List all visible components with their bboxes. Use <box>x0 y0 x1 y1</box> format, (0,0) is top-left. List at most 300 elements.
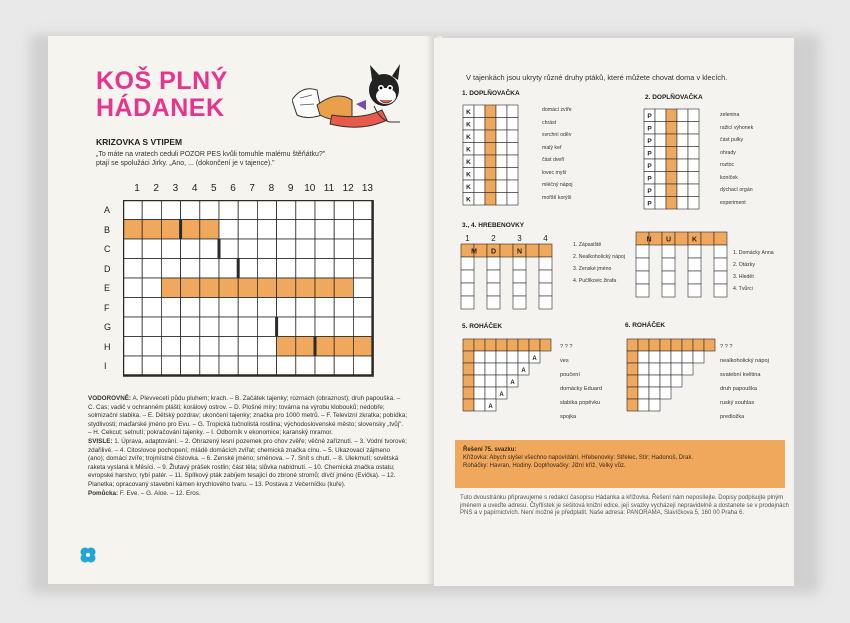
grid-cell <box>257 200 276 220</box>
grid-cell <box>474 155 485 168</box>
grid-cell <box>496 363 507 375</box>
grid-cell <box>485 387 496 399</box>
cell-letter: P <box>647 163 652 170</box>
column-number: 7 <box>249 183 255 194</box>
answers-box <box>455 440 785 488</box>
grid-cell <box>649 339 660 351</box>
clue-label: 1. Domácky Anna <box>733 250 774 256</box>
grid-cell <box>662 245 675 258</box>
grid-cell <box>123 200 142 220</box>
grid-cell <box>161 239 180 259</box>
grid-cell <box>474 130 485 143</box>
grid-cell <box>655 134 666 147</box>
clue-label: 2. Nealkoholický nápoj <box>573 254 625 260</box>
grid-cell <box>296 317 315 337</box>
grid-cell <box>296 298 315 318</box>
column-number: 2 <box>491 234 496 243</box>
row-letter: B <box>104 224 111 235</box>
clue-label: poučení <box>560 372 580 378</box>
column-number: 11 <box>323 183 335 194</box>
grid-cell <box>677 197 688 210</box>
clues-across: A. Plevvecetí půdu pluhem; krach. – B. Začátek tajenky; rozmach (obraznost); druh papouška. – C. Cas; vadič v ochranném plášti; korálový ostrov. – D. Plošné míry; továrna na výrobu klobouků; nedobře; solmizační slabika. – E. Dětský pozdrav; ukončení tajenky; značka pro 1000 metrů. – F. Televizní zkratka; pobídka; stydlivosti; maďarské jméno pro Evu. – G. Tropická tučnolistá rostlina; východoslovenské město; slovensky „tvůj". – H. Cekcut; setnutí; pokračování tajenky. – I. Odborník v ekonomice; karanský mramor. <box>88 395 408 437</box>
grid-cell <box>277 337 296 357</box>
grid-cell <box>655 159 666 172</box>
grid-cell <box>219 259 238 279</box>
grid-cell <box>334 220 353 240</box>
clue-label: ražicí výhonek <box>720 124 754 131</box>
grid-cell <box>655 184 666 197</box>
grid-cell <box>334 298 353 318</box>
column-number: 3 <box>517 234 522 243</box>
grid-cell <box>123 337 142 357</box>
grid-cell <box>474 180 485 193</box>
grid-cell <box>655 172 666 185</box>
grid-cell <box>315 259 334 279</box>
cell-letter: P <box>647 188 652 195</box>
cell-letter: K <box>466 184 471 191</box>
cell-letter: K <box>691 236 698 244</box>
grid-cell <box>474 118 485 131</box>
grid-cell <box>334 259 353 279</box>
grid-cell <box>507 339 518 351</box>
clue-label: ohrady <box>720 149 736 156</box>
clue-label: ves <box>560 358 569 364</box>
grid-cell <box>529 339 540 351</box>
grid-cell <box>353 278 372 298</box>
grid-cell <box>238 337 257 357</box>
grid-cell <box>219 200 238 220</box>
grid-cell <box>638 363 649 375</box>
cell-letter: K <box>466 146 471 154</box>
clue-label: mořští korýši <box>542 194 572 201</box>
grid-cell <box>161 278 180 298</box>
grid-cell <box>257 337 276 357</box>
grid-cell <box>277 356 296 376</box>
grid-cell <box>463 363 474 375</box>
grid-cell <box>219 317 238 337</box>
grid-cell <box>181 356 200 376</box>
clue-label: ? ? ? <box>560 344 573 350</box>
cell-letter: N <box>646 236 652 244</box>
clues-down-head: SVISLE: <box>88 437 113 445</box>
grid-cell <box>714 271 727 284</box>
clue-label: 2. Otázky <box>733 262 755 268</box>
grid-cell <box>660 339 671 351</box>
grid-cell <box>123 278 142 298</box>
cell-letter: K <box>466 134 471 141</box>
clue-label: část dveří <box>542 157 565 163</box>
row-letter: G <box>104 322 112 332</box>
row-letter: F <box>104 302 110 313</box>
clue-label: domácky Eduard <box>560 386 602 392</box>
grid-cell <box>688 284 701 297</box>
grid-cell <box>638 339 649 351</box>
grid-cell <box>487 283 500 296</box>
grid-cell <box>688 245 701 258</box>
grid-cell <box>238 317 257 337</box>
grid-cell <box>518 339 529 351</box>
grid-cell <box>627 399 638 411</box>
grid-cell <box>487 257 500 270</box>
grid-cell <box>296 220 315 240</box>
grid-cell <box>682 351 693 363</box>
grid-cell <box>485 168 496 181</box>
clues-across-head: VODOROVNĚ: <box>88 395 132 402</box>
column-number: 12 <box>342 183 354 194</box>
grid-cell <box>238 259 257 279</box>
grid-cell <box>181 220 200 240</box>
column-number: 4 <box>191 183 198 194</box>
grid-cell <box>682 363 693 375</box>
grid-cell <box>315 220 334 240</box>
grid-cell <box>496 193 507 206</box>
grid-cell <box>496 143 507 156</box>
grid-cell <box>655 122 666 135</box>
grid-cell <box>660 387 671 399</box>
grid-cell <box>257 317 276 337</box>
grid-cell <box>627 363 638 375</box>
grid-cell <box>315 239 334 259</box>
clue-label: ruský souhlas <box>720 400 755 406</box>
grid-cell <box>200 356 219 376</box>
grid-cell <box>539 257 552 270</box>
grid-cell <box>496 168 507 181</box>
grid-cell <box>507 168 518 181</box>
grid-cell <box>496 339 507 351</box>
page-title-line2: HÁDANEK <box>96 94 225 122</box>
clue-label: roztoc <box>720 162 735 168</box>
grid-cell <box>200 220 219 240</box>
grid-cell <box>142 298 161 318</box>
clue-label: 3. Hledět <box>733 274 754 280</box>
grid-cell <box>474 387 485 399</box>
grid-cell <box>662 258 675 271</box>
cell-letter: P <box>647 175 652 183</box>
puzzle1-grid <box>462 104 532 214</box>
grid-cell <box>123 317 142 337</box>
grid-cell <box>496 130 507 143</box>
grid-cell <box>677 122 688 135</box>
grid-cell <box>638 399 649 411</box>
grid-cell <box>181 337 200 357</box>
grid-cell <box>677 147 688 160</box>
puzzle3-grid <box>455 232 570 317</box>
grid-cell <box>181 200 200 220</box>
grid-cell <box>315 278 334 298</box>
column-number: 10 <box>304 183 316 194</box>
grid-cell <box>675 232 688 245</box>
grid-cell <box>161 298 180 318</box>
grid-cell <box>334 239 353 259</box>
grid-cell <box>474 363 485 375</box>
cell-letter: K <box>466 196 471 204</box>
grid-cell <box>353 298 372 318</box>
grid-cell <box>682 339 693 351</box>
grid-cell <box>636 271 649 284</box>
puzzle5-grid <box>462 338 557 428</box>
clue-label: lovec myší <box>542 169 567 176</box>
column-number: 13 <box>361 183 373 194</box>
grid-cell <box>219 337 238 357</box>
clue-label: druh papouška <box>720 386 758 392</box>
right-header: V tajenkách jsou ukryty různé druhy ptáků, které můžete chovat doma v klecích. <box>466 73 728 82</box>
grid-cell <box>219 278 238 298</box>
grid-cell <box>461 283 474 296</box>
grid-cell <box>257 239 276 259</box>
grid-cell <box>714 258 727 271</box>
grid-cell <box>485 351 496 363</box>
grid-cell <box>142 317 161 337</box>
cell-letter: A <box>521 368 526 374</box>
grid-cell <box>315 337 334 357</box>
puzzle2-grid <box>643 108 713 218</box>
grid-cell <box>638 375 649 387</box>
grid-cell <box>353 200 372 220</box>
grid-cell <box>513 270 526 283</box>
grid-cell <box>238 220 257 240</box>
grid-cell <box>485 193 496 206</box>
grid-cell <box>334 337 353 357</box>
grid-cell <box>277 278 296 298</box>
grid-cell <box>238 278 257 298</box>
grid-cell <box>649 351 660 363</box>
grid-cell <box>539 270 552 283</box>
grid-cell <box>693 351 704 363</box>
grid-cell <box>277 298 296 318</box>
grid-cell <box>513 296 526 309</box>
grid-cell <box>277 220 296 240</box>
grid-cell <box>666 197 677 210</box>
clue-label: část pulky <box>720 137 744 143</box>
grid-cell <box>655 197 666 210</box>
grid-cell <box>688 184 699 197</box>
grid-cell <box>461 296 474 309</box>
grid-cell <box>315 317 334 337</box>
grid-cell <box>257 220 276 240</box>
grid-cell <box>677 159 688 172</box>
grid-cell <box>485 339 496 351</box>
grid-cell <box>257 278 276 298</box>
cell-letter: P <box>647 138 652 145</box>
answers-title: Řešení 75. svazku: <box>463 447 517 453</box>
column-number: 6 <box>230 183 236 194</box>
column-number: 9 <box>287 183 294 194</box>
grid-cell <box>677 109 688 122</box>
puzzle4-grid <box>630 228 730 313</box>
grid-cell <box>485 155 496 168</box>
grid-cell <box>507 105 518 118</box>
grid-cell <box>496 375 507 387</box>
clue-label: svrchní oděv <box>542 132 572 138</box>
grid-cell <box>714 245 727 258</box>
grid-cell <box>638 351 649 363</box>
grid-cell <box>507 180 518 193</box>
grid-cell <box>662 284 675 297</box>
grid-cell <box>296 259 315 279</box>
puzzle2-title: 2. DOPLŇOVAČKA <box>645 94 703 101</box>
grid-cell <box>181 259 200 279</box>
column-number: 8 <box>268 183 275 194</box>
grid-cell <box>142 337 161 357</box>
grid-cell <box>161 200 180 220</box>
grid-cell <box>507 155 518 168</box>
grid-cell <box>677 184 688 197</box>
grid-cell <box>463 339 474 351</box>
crossword-grid <box>123 200 385 382</box>
grid-cell <box>485 363 496 375</box>
clue-label: 4. Pučlíkovic žirafa <box>573 278 617 284</box>
cell-letter: A <box>488 404 493 410</box>
clue-label: 4. Tvůrci <box>733 286 753 292</box>
clue-label: nealkoholický nápoj <box>720 358 769 364</box>
puzzle-intro-2: ptají se spolužáci Jirky. „Ano, ... (dokončení je v tajence)." <box>96 160 275 167</box>
grid-cell <box>496 105 507 118</box>
help-head: Pomůcka: <box>88 489 119 497</box>
grid-cell <box>539 296 552 309</box>
grid-cell <box>649 375 660 387</box>
grid-cell <box>474 143 485 156</box>
grid-cell <box>257 259 276 279</box>
grid-cell <box>277 259 296 279</box>
grid-cell <box>636 245 649 258</box>
grid-cell <box>649 387 660 399</box>
grid-cell <box>688 109 699 122</box>
clue-label: dýchací orgán <box>720 187 753 193</box>
clue-label: chrást <box>542 119 557 126</box>
grid-cell <box>474 399 485 411</box>
grid-cell <box>688 122 699 135</box>
clue-label: 1. Zápasiště <box>573 242 602 248</box>
grid-cell <box>688 147 699 160</box>
grid-cell <box>463 351 474 363</box>
grid-cell <box>161 259 180 279</box>
column-number: 5 <box>211 183 217 194</box>
column-number: 1 <box>134 183 140 194</box>
row-letter: A <box>104 205 111 215</box>
grid-cell <box>662 271 675 284</box>
grid-cell <box>161 317 180 337</box>
grid-cell <box>353 317 372 337</box>
cell-letter: P <box>647 150 652 158</box>
grid-cell <box>200 278 219 298</box>
grid-cell <box>315 200 334 220</box>
grid-cell <box>485 118 496 131</box>
grid-cell <box>701 232 714 245</box>
grid-cell <box>474 193 485 206</box>
cell-letter: N <box>516 248 523 256</box>
grid-cell <box>161 356 180 376</box>
grid-cell <box>671 375 682 387</box>
grid-cell <box>219 220 238 240</box>
grid-cell <box>463 375 474 387</box>
puzzle-title: KRIZOVKA S VTIPEM <box>96 137 183 147</box>
grid-cell <box>181 239 200 259</box>
page-title-line1: KOŠ PLNÝ <box>96 67 228 95</box>
grid-cell <box>666 134 677 147</box>
grid-cell <box>353 259 372 279</box>
grid-cell <box>540 339 551 351</box>
grid-cell <box>627 387 638 399</box>
grid-cell <box>142 356 161 376</box>
grid-cell <box>238 356 257 376</box>
clue-label: svatební květina <box>720 372 761 378</box>
grid-cell <box>487 296 500 309</box>
grid-cell <box>660 351 671 363</box>
grid-cell <box>666 159 677 172</box>
grid-cell <box>677 134 688 147</box>
grid-cell <box>500 244 513 257</box>
grid-cell <box>496 118 507 131</box>
grid-cell <box>507 193 518 206</box>
grid-cell <box>257 298 276 318</box>
grid-cell <box>200 259 219 279</box>
grid-cell <box>688 271 701 284</box>
clue-label: ? ? ? <box>720 344 733 350</box>
grid-cell <box>474 375 485 387</box>
grid-cell <box>660 375 671 387</box>
footer-note: Tuto dvoustránku připravujeme s redakcí časopisu Hádanka a křížovka. Řešení nám neposílejte. Dopisy podpisujte plným jménem a uveďte adresu. Čtyřlístek je sešitová knižní edice, její svazky vycházejí nepravidelně a dostanete se v prodejnách PNS a v papírnictvích. Není možné je předplatit. Naše adresa: PANORAMA, Slavíčkova 5, 160 00 Praha 6. <box>460 495 789 516</box>
grid-cell <box>714 232 727 245</box>
grid-cell <box>277 239 296 259</box>
grid-cell <box>200 337 219 357</box>
grid-cell <box>296 200 315 220</box>
grid-cell <box>334 356 353 376</box>
cell-letter: P <box>647 113 652 120</box>
grid-cell <box>296 278 315 298</box>
grid-cell <box>334 200 353 220</box>
row-letter: E <box>104 283 111 293</box>
grid-cell <box>627 339 638 351</box>
grid-cell <box>518 351 529 363</box>
grid-cell <box>200 200 219 220</box>
help-text: F. Eve. – G. Aloe. – 12. Eros. <box>119 489 201 497</box>
clue-label: predložka <box>720 414 745 420</box>
clue-label: spojka <box>560 414 577 420</box>
grid-cell <box>474 339 485 351</box>
grid-cell <box>666 172 677 185</box>
puzzle6-grid <box>626 338 721 428</box>
grid-cell <box>461 257 474 270</box>
grid-cell <box>219 356 238 376</box>
grid-cell <box>649 399 660 411</box>
row-letter: I <box>104 361 107 371</box>
grid-cell <box>666 109 677 122</box>
grid-cell <box>463 399 474 411</box>
grid-cell <box>636 258 649 271</box>
puzzle5-title: 5. ROHÁČEK <box>462 323 503 330</box>
grid-cell <box>200 239 219 259</box>
cell-letter: K <box>466 121 471 129</box>
grid-cell <box>181 278 200 298</box>
grid-cell <box>315 356 334 376</box>
grid-cell <box>238 298 257 318</box>
clues-down: 1. Úprava, adaptování. – 2. Ohrazený lesní pozemek pro chov zvěře; věčné zaříznutí. – 3. Vodní tvorové; zdařilivé. – 4. Citoslovce pochopení; mládě domácích zvířat; chemická značka cínu. – 5. Ukazovací zájmeno (ano); domácí zvíře; trojmístné číslovka. – 6. Zenské jméno; směnova. – 7. Snít s chutí. – 8. Ulekmutí; sovětská raketa vyslaná k Měsíci. – 9. Žlutavý prášek rostlin; část těla; slůvka nabídnutí. – 10. Chemická značka ostatu; evropské harstvo; rybí patér. – 11. Spílkový pták zabíjem tesajicí do zbroné stromů; dívčí jméno (Evička). – 12. Planetka; opracovaný stavební kámen krychlového tvaru. – 13. Postava z Večerníčku (kuře). <box>88 437 407 488</box>
grid-cell <box>688 197 699 210</box>
clue-label: 3. Zenské jméno <box>573 266 612 272</box>
grid-cell <box>296 337 315 357</box>
row-letter: D <box>104 263 111 274</box>
grid-cell <box>474 105 485 118</box>
grid-cell <box>688 134 699 147</box>
grid-cell <box>219 298 238 318</box>
grid-cell <box>671 363 682 375</box>
grid-cell <box>123 239 142 259</box>
grid-cell <box>671 351 682 363</box>
column-number: 4 <box>543 234 548 243</box>
grid-cell <box>655 147 666 160</box>
grid-cell <box>334 317 353 337</box>
clue-label: malý keř <box>542 144 562 151</box>
